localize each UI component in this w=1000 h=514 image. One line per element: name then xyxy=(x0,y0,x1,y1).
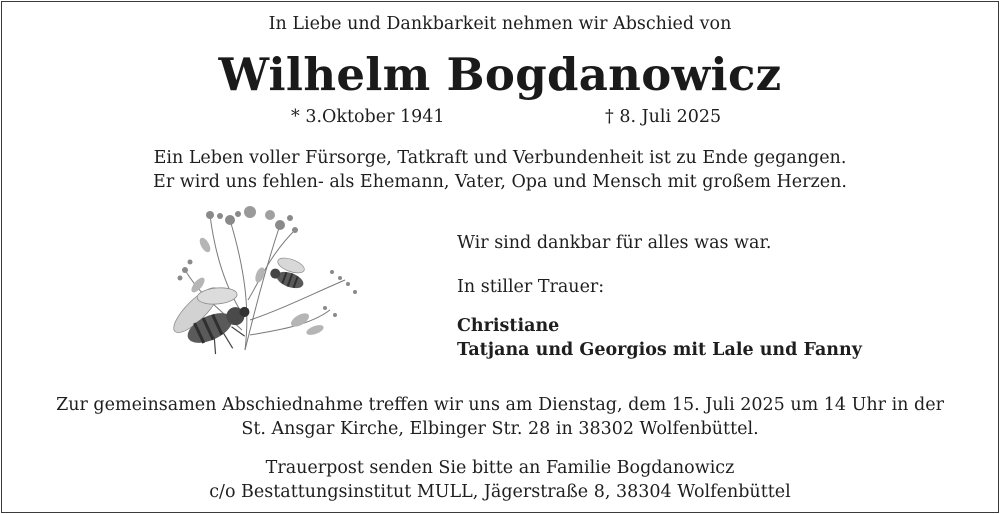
death-date: † 8. Juli 2025 xyxy=(605,107,722,127)
ceremony-line: Zur gemeinsamen Abschiednahme treffen wir uns am Dienstag, dem 15. Juli 2025 um 14 Uhr in der xyxy=(56,395,944,415)
mourner-name: Tatjana und Georgios mit Lale und Fanny xyxy=(457,340,862,360)
intro-text: In Liebe und Dankbarkeit nehmen wir Abschied von xyxy=(268,14,732,34)
thanks-text: Wir sind dankbar für alles was war. xyxy=(457,233,772,253)
birth-date: * 3.Oktober 1941 xyxy=(291,107,445,127)
condolence-address xyxy=(0,456,1000,504)
mourner-name: Christiane xyxy=(457,316,560,336)
tribute-text xyxy=(0,146,1000,194)
bees-and-wildflowers-illustration xyxy=(150,200,370,380)
ceremony-info xyxy=(0,393,1000,441)
address-line: c/o Bestattungsinstitut MULL, Jägerstraße 8, 38304 Wolfenbüttel xyxy=(209,482,791,502)
deceased-name: Wilhelm Bogdanowicz xyxy=(218,48,782,101)
tribute-line: Er wird uns fehlen- als Ehemann, Vater, Opa und Mensch mit großem Herzen. xyxy=(153,172,847,192)
tribute-line: Ein Leben voller Fürsorge, Tatkraft und Verbundenheit ist zu Ende gegangen. xyxy=(153,148,847,168)
address-line: Trauerpost senden Sie bitte an Familie Bogdanowicz xyxy=(265,458,735,478)
mourning-label: In stiller Trauer: xyxy=(457,277,605,297)
mourner-list xyxy=(457,314,862,362)
ceremony-line: St. Ansgar Kirche, Elbinger Str. 28 in 38302 Wolfenbüttel. xyxy=(241,419,759,439)
